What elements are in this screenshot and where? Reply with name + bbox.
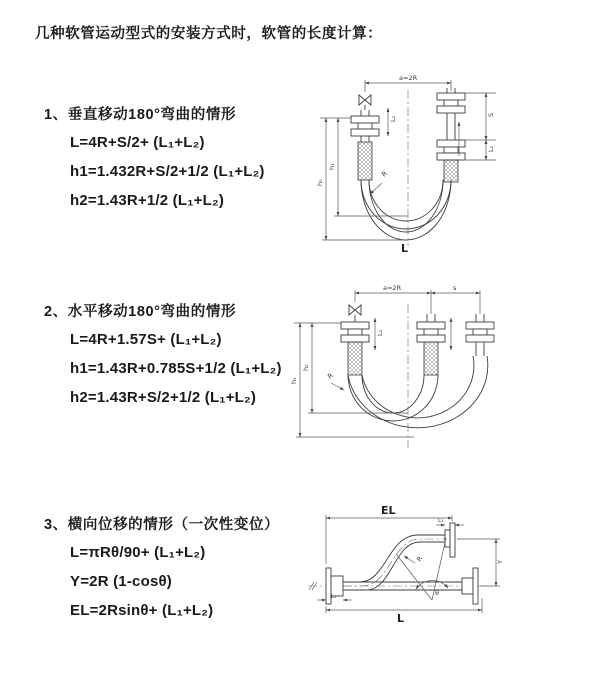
- dim-label-l: L: [397, 612, 405, 625]
- dim-label-h2: h₂: [302, 364, 310, 371]
- formula-line: h1=1.432R+S/2+1/2 (L₁+L₂): [70, 163, 265, 180]
- right-pipe-fitting: [466, 314, 494, 356]
- formula-line: L=4R+S/2+ (L₁+L₂): [70, 134, 205, 151]
- formula-line: L=πRθ/90+ (L₁+L₂): [70, 544, 206, 561]
- formula-line: h1=1.43R+0.785S+1/2 (L₁+L₂): [70, 360, 282, 377]
- left-pipe-fitting: [351, 110, 379, 180]
- dim-label-r: R: [415, 554, 425, 564]
- section-lateral-displacement: [44, 513, 324, 631]
- horizontal-movement-diagram: [274, 276, 584, 461]
- section-vertical-movement: [44, 103, 324, 221]
- braided-section: [358, 142, 372, 180]
- dim-label-y: Y: [496, 560, 504, 564]
- leader-line: [370, 183, 382, 194]
- formula-line: EL=2Rsinθ+ (L₁+L₂): [70, 602, 214, 619]
- dim-label-l1-left: L₁: [331, 594, 337, 600]
- braided-section: [424, 342, 438, 375]
- leader-line: [404, 556, 415, 563]
- dim-label-h1: h₁: [290, 377, 298, 384]
- dim-label-el: EL: [381, 504, 396, 517]
- leader-line: [331, 383, 344, 390]
- dim-label-h1: h₁: [328, 163, 336, 170]
- section-1-heading: 1、垂直移动180°弯曲的情形: [44, 107, 237, 123]
- hose-arcs: [361, 180, 451, 240]
- dim-label-s: S: [487, 112, 495, 117]
- left-pipe-fitting: [341, 322, 369, 375]
- dim-label-l: L: [401, 242, 409, 255]
- dim-label-l1: L₁: [376, 329, 384, 336]
- hose-arcs: [348, 356, 488, 428]
- right-pipe-fitting: [437, 88, 465, 182]
- valve-icon: [349, 305, 361, 322]
- lateral-displacement-diagram: [296, 494, 600, 644]
- dim-label-l1-top: L₁: [438, 518, 444, 524]
- section-2-heading: 2、水平移动180°弯曲的情形: [44, 304, 237, 320]
- formula-line: h2=1.43R+S/2+1/2 (L₁+L₂): [70, 389, 257, 406]
- dim-label-a2r: a=2R: [399, 74, 418, 82]
- formula-line: L=4R+1.57S+ (L₁+L₂): [70, 331, 222, 348]
- dim-label-h2: h₂: [316, 179, 324, 186]
- dim-label-a2r: a=2R: [383, 284, 402, 292]
- valve-icon: [359, 95, 371, 110]
- dim-label-r: R: [326, 371, 335, 381]
- braided-section: [444, 160, 458, 182]
- dim-label-l1-right: L₁: [487, 145, 495, 152]
- displaced-hose: [343, 523, 455, 590]
- dim-label-l1-left: L₁: [389, 115, 397, 122]
- formula-line: Y=2R (1-cosθ): [70, 573, 172, 590]
- middle-pipe-fitting: [417, 314, 445, 375]
- dim-label-s: s: [453, 284, 457, 292]
- dim-label-r: R: [380, 169, 389, 179]
- braided-section: [348, 342, 362, 375]
- vertical-movement-diagram: [300, 64, 585, 259]
- angle-construction: [396, 538, 448, 600]
- dim-label-theta: θ: [435, 589, 439, 597]
- section-3-heading: 3、横向位移的情形（一次性变位）: [44, 517, 280, 533]
- formula-line: h2=1.43R+1/2 (L₁+L₂): [70, 192, 225, 209]
- page-title: 几种软管运动型式的安装方式时，软管的长度计算：: [35, 26, 383, 42]
